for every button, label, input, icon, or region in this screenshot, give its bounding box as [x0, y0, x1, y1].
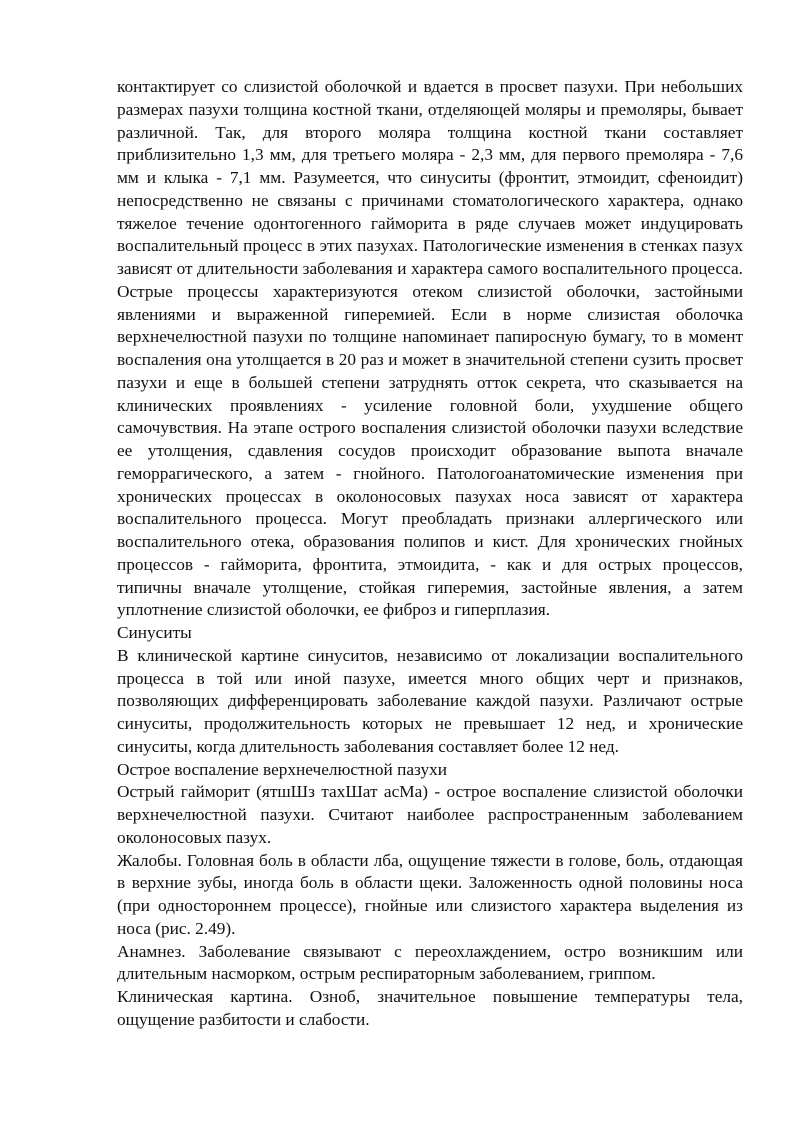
heading-sinusitis: Синуситы [117, 623, 192, 642]
paragraph-complaints: Жалобы. Головная боль в области лба, ощущение тяжести в голове, боль, отдающая в верхние зубы, иногда боль в области щеки. Заложенность одной половины носа (при одностороннем процессе), гнойные или слизистого характера выделения из носа (рис. 2.49). [117, 850, 743, 938]
paragraph-clinical-picture: В клинической картине синуситов, независимо от локализации воспалительного процесса в той или иной пазухе, имеется много общих черт и признаков, позволяющих дифференцировать заболевание каждой пазухи. Различают острые синуситы, продолжительность которых не превышает 12 нед, и хронические синуситы, когда длительность заболевания составляет более 12 нед. [117, 645, 743, 756]
paragraph-pathology: контактирует со слизистой оболочкой и вдается в просвет пазухи. При небольших размерах пазухи толщина костной ткани, отделяющей моляры и премоляры, бывает различной. Так, для второго моляра толщина костной ткани составляет приблизительно 1,3 мм, для третьего моляра - 2,3 мм, для первого премоляра - 7,6 мм и клыка - 7,1 мм. Разумеется, что синуситы (фронтит, этмоидит, сфеноидит) непосредственно не связаны с причинами стоматологического характера, однако тяжелое течение одонтогенного гайморита в ряде случаев может индуцировать воспалительный процесс в этих пазухах. Патологические изменения в стенках пазух зависят от длительности заболевания и характера самого воспалительного процесса. Острые процессы характеризуются отеком слизистой оболочки, застойными явлениями и выраженной гиперемией. Если в норме слизистая оболочка верхнечелюстной пазухи по толщине напоминает папиросную бумагу, то в момент воспаления она утолщается в 20 раз и может в значительной степени сузить просвет пазухи и еще в большей степени затруднять отток секрета, что сказывается на клинических проявлениях - усиление головной боли, ухудшение общего самочувствия. На этапе острого воспаления слизистой оболочки пазухи вследствие ее утолщения, сдавления сосудов происходит образование выпота вначале геморрагического, а затем - гнойного. Патологоанатомические изменения при хронических процессах в околоносовых пазухах носа зависят от характера воспалительного процесса. Могут преобладать признаки аллергического или воспалительного отека, образования полипов и кист. Для хронических гнойных процессов - гайморита, фронтита, этмоидита, - как и для острых процессов, типичны вначале утолщение, стойкая гиперемия, застойные явления, а затем уплотнение слизистой оболочки, ее фиброз и гиперплазия. [117, 77, 743, 620]
paragraph-clinical-course: Клиническая картина. Озноб, значительное повышение температуры тела, ощущение разбитости и слабости. [117, 987, 743, 1029]
heading-acute-maxillary-sinusitis: Острое воспаление верхнечелюстной пазухи [117, 759, 448, 779]
paragraph-definition: Острый гайморит (ятшШз тахШат асМа) - острое воспаление слизистой оболочки верхнечелюстной пазухи. Считают наиболее распространенным заболеванием околоносовых пазух. [117, 782, 743, 847]
paragraph-anamnesis: Анамнез. Заболевание связывают с переохлаждением, остро возникшим или длительным насморком, острым респираторным заболеванием, гриппом. [117, 941, 743, 984]
document-page [117, 76, 743, 1032]
